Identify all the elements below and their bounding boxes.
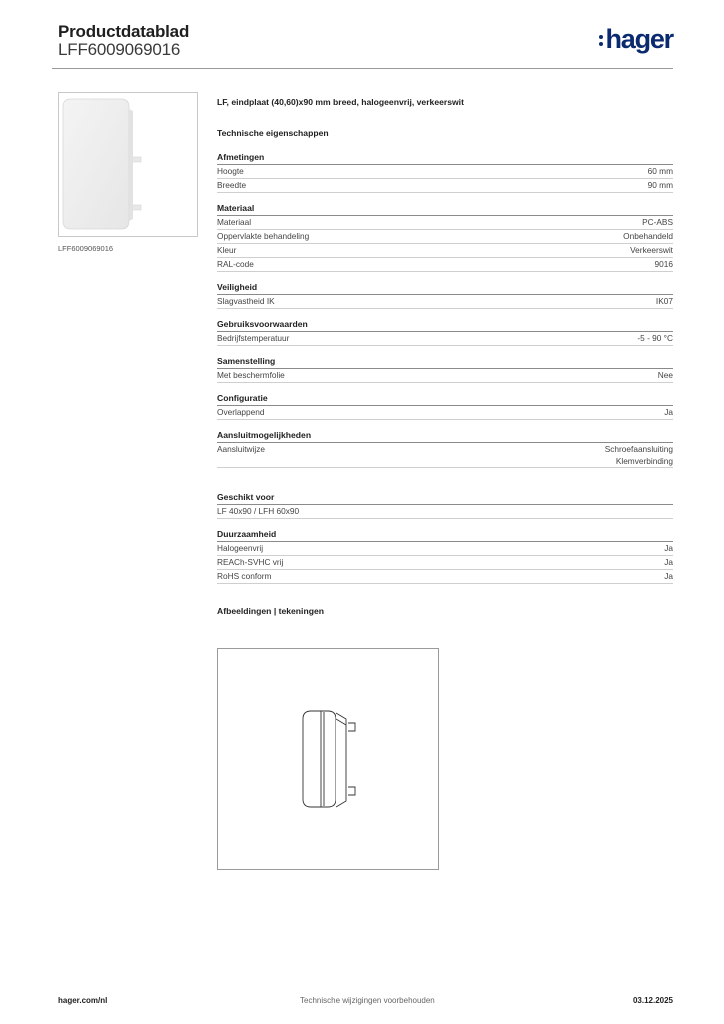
spec-value: Ja: [664, 543, 673, 553]
spec-label: Kleur: [217, 245, 237, 255]
spec-value: Onbehandeld: [623, 231, 673, 241]
spec-value: [605, 443, 673, 467]
spec-group-duurzaamheid: [217, 529, 673, 584]
footer-website-link[interactable]: hager.com/nl: [58, 996, 108, 1005]
spec-row: [217, 406, 673, 420]
spec-label: Hoogte: [217, 166, 244, 176]
spec-label: Bedrijfstemperatuur: [217, 333, 290, 343]
logo-text: hager: [605, 24, 673, 54]
logo-dots-icon: [599, 35, 603, 46]
footer-date: 03.12.2025: [632, 996, 673, 1005]
spec-value: Ja: [664, 571, 673, 581]
spec-label: Overlappend: [217, 407, 265, 417]
spec-row: [217, 165, 673, 179]
spec-row: [217, 179, 673, 193]
spec-value: Nee: [657, 370, 673, 380]
page-footer: [58, 996, 673, 1010]
thumbnail-caption: LFF6009069016: [58, 244, 114, 253]
header-divider: [52, 68, 673, 69]
spec-group-configuratie: [217, 393, 673, 420]
spec-group-title: Configuratie: [217, 393, 673, 406]
spec-value: Ja: [664, 557, 673, 567]
spec-value: -5 - 90 °C: [637, 333, 673, 343]
spec-value-line: Schroefaansluiting: [604, 444, 673, 454]
spec-row: [217, 244, 673, 258]
spec-group-title: Aansluitmogelijkheden: [217, 430, 673, 443]
spec-row: [217, 258, 673, 272]
spec-group-samenstelling: [217, 356, 673, 383]
spec-group-geschikt-voor: [217, 492, 673, 519]
spec-label: Oppervlakte behandeling: [217, 231, 310, 241]
footer-notice: Technische wijzigingen voorbehouden: [300, 996, 435, 1005]
spec-value-line: Klemverbinding: [615, 456, 673, 466]
spec-group-title: Gebruiksvoorwaarden: [217, 319, 673, 332]
spec-value: Verkeerswit: [630, 245, 673, 255]
spec-group-title: Afmetingen: [217, 152, 673, 165]
spec-value: PC-ABS: [642, 217, 673, 227]
spec-value: Ja: [664, 407, 673, 417]
spec-value: 90 mm: [647, 180, 673, 190]
spec-value: 60 mm: [647, 166, 673, 176]
spec-group-title: Samenstelling: [217, 356, 673, 369]
spec-group-title: Geschikt voor: [217, 492, 673, 505]
product-drawing: [217, 648, 439, 870]
spec-label: RoHS conform: [217, 571, 272, 581]
spec-content: [217, 97, 673, 616]
spec-row: [217, 570, 673, 584]
product-description: LF, eindplaat (40,60)x90 mm breed, halogeenvrij, verkeerswit: [217, 97, 464, 107]
product-code: LFF6009069016: [58, 40, 181, 59]
spec-row: [217, 556, 673, 570]
spec-row: [217, 369, 673, 383]
spec-group-aansluitmogelijkheden: [217, 430, 673, 468]
spec-row: [217, 443, 673, 468]
spec-group-afmetingen: [217, 152, 673, 193]
spec-label: Breedte: [217, 180, 247, 190]
spec-group-title: Materiaal: [217, 203, 673, 216]
spec-group-materiaal: [217, 203, 673, 272]
spec-label: LF 40x90 / LFH 60x90: [217, 506, 300, 516]
spec-row: [217, 505, 673, 519]
page-header: [58, 22, 673, 68]
spec-group-title: Veiligheid: [217, 282, 673, 295]
technical-properties-heading: Technische eigenschappen: [217, 128, 329, 138]
drawings-heading: Afbeeldingen | tekeningen: [217, 606, 324, 616]
spec-label: REACh-SVHC vrij: [217, 557, 284, 567]
spec-row: [217, 542, 673, 556]
hager-logo: [599, 26, 673, 53]
document-title: Productdatablad: [58, 22, 190, 41]
spec-group-gebruiksvoorwaarden: [217, 319, 673, 346]
spec-group-veiligheid: [217, 282, 673, 309]
spec-group-title: Duurzaamheid: [217, 529, 673, 542]
spec-label: Halogeenvrij: [217, 543, 264, 553]
product-thumbnail: [58, 92, 198, 237]
spec-label: Met beschermfolie: [217, 370, 285, 380]
spec-row: [217, 216, 673, 230]
spec-row: [217, 230, 673, 244]
spec-label: Materiaal: [217, 217, 252, 227]
spec-value: 9016: [654, 259, 673, 269]
spec-label: Aansluitwijze: [217, 444, 265, 454]
spec-value: IK07: [655, 296, 673, 306]
spec-row: [217, 332, 673, 346]
spec-label: Slagvastheid IK: [217, 296, 275, 306]
spec-label: RAL-code: [217, 259, 254, 269]
end-plate-photo-icon: [59, 93, 197, 236]
spec-row: [217, 295, 673, 309]
end-plate-drawing-icon: [218, 649, 438, 869]
